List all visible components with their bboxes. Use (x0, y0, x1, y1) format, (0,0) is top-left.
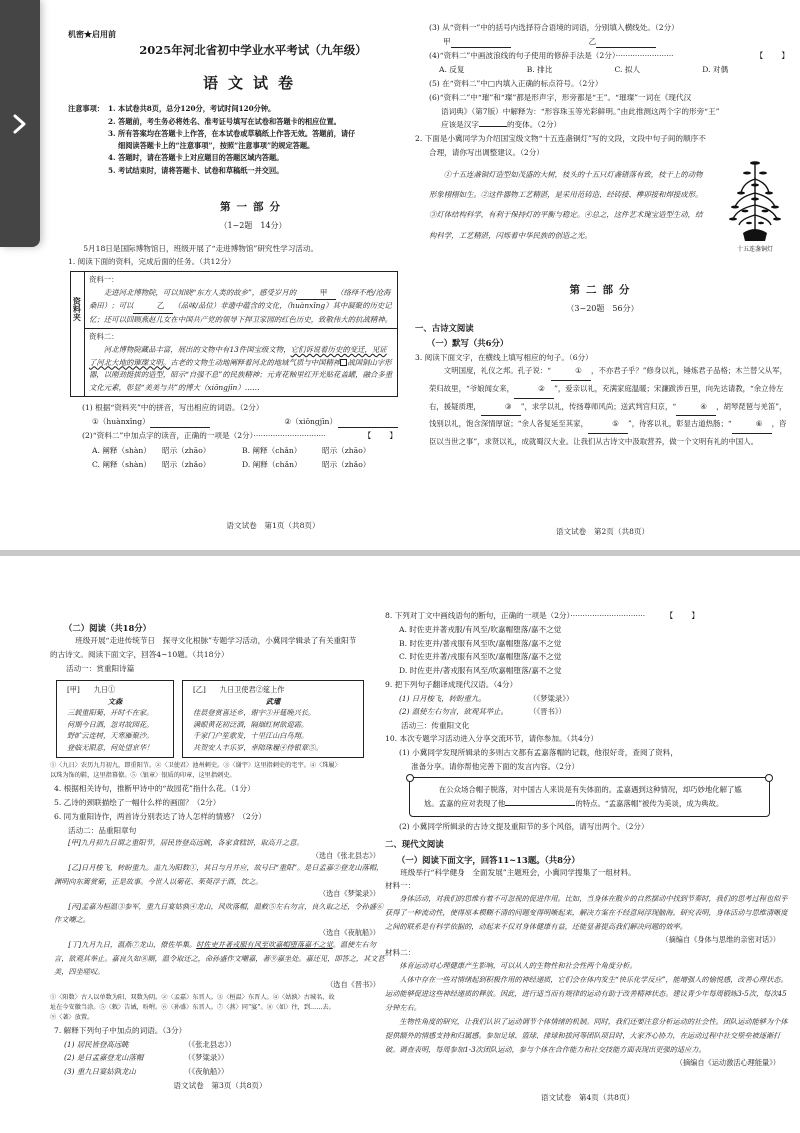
material-2-para-3: 生物性角度的研究，让我们认识了运动调节个体情绪的机制。同时，我们还要注意分析运动的社会性。团队运动能够为个体提供额外的情感支持和归属感。参加足球、篮球、排球和拔河等团队项目时，大家齐心协力，在运动过程中社交壁垒被逐渐打破。调查表明，每周参加1-3次团队运动，参与个体在合作能力和社交技能方面表现出更强的适应力。 (385, 1017, 788, 1055)
poem-title: 九日① (93, 685, 116, 695)
scroll-text: 在公众场合帽子脱落，对中国古人来说是有失体面的。孟嘉遇到这种情况，却巧妙地化解了尴尬。孟嘉的应对表现了他 (424, 784, 742, 808)
part-two-subtitle: （3~20题 56分） (566, 304, 639, 314)
poem-line: 千家门户笙歌发，十里江山白鸟翔。 (193, 731, 309, 741)
material-2 (85, 328, 397, 396)
section-modern-reading-sub: （一）阅读下面文字，回答11~13题。（共8分） (397, 854, 580, 865)
underlined-sentence: 时佐吏并著戎服有风至吹嘉帽堕落嘉不之觉 (196, 940, 333, 950)
reading-intro-cont: 的古诗文。阅读下面文字，回答4~10题。（共18分） (50, 649, 229, 659)
page-4-footer: 语文试卷 第4页（共8页） (540, 1093, 635, 1102)
text-bing: [丙]孟嘉为桓温③参军，重九日宴姑孰④龙山，风吹落帽，温敕⑤左右勿言，良久取之还，令孙盛⑥作文嘲之。 (54, 901, 384, 925)
notice-item: 细阅读答题卡上的“注意事项”，按照“注意事项”的规定答题。 (118, 141, 315, 151)
text-notes (50, 993, 390, 1023)
item-sentence: (1) 日月梭飞，转盼重九。 (399, 693, 486, 703)
poem-title: 九日卫使君②筵上作 (219, 685, 285, 695)
passage-text: ，胡琴琵琶与羌笛”，饯别以礼，饱含深情厚谊；“余人各复延至其家， (429, 401, 787, 429)
notice-list (108, 103, 355, 176)
poems (56, 680, 390, 758)
question-9: 9. 把下列句子翻译成现代汉语。（4分） (385, 679, 518, 689)
sub-question-2 (68, 430, 398, 442)
question-10-2: (2) 小冀同学所辑录的古诗文提及重阳节的多个风俗，请写出两个。（2分） (399, 821, 649, 831)
question-5: 5. 乙诗的颈联描绘了一幅什么样的画面？（2分） (54, 798, 221, 808)
material-1-heading: 资料一： (89, 275, 119, 285)
confidential-label: 机密★启用前 (68, 29, 116, 39)
material-1-source: （摘编自《身体与思维的亲密对话》） (661, 935, 780, 945)
item-source: （《梦粱录》） (529, 693, 574, 703)
option-c-2: 昭示（zhǎo） (162, 460, 211, 470)
pinyin-1: ①（huànxǐng） (92, 417, 150, 427)
text-jia: [甲]九月初九日谓之重阳节，居民皆登高远眺，各家食糕饼，取高升之意。 (68, 838, 304, 848)
text-ding-part: 。温使左右勿言，欲观其举止。嘉良久如⑧厕，温令取还之，命孙盛作文嘲嘉，著⑨嘉坐处。嘉还见，即答之，其文甚美，四坐嗟叹。 (54, 940, 385, 977)
passage-text: 文明国度，礼仪之邦。孔子说：“ (443, 366, 552, 376)
item-sentence: (1) 居民皆登高远眺 (64, 1039, 129, 1049)
leader-dots: ························ (615, 50, 674, 60)
material-2-para-2: 人体中存在一些对情绪起到积极作用的神经递质，它们会在体内发生“快乐化学反应”，能增强人的愉悦感，改善心理状态。运动能够促进这些神经递质的释放。因此，进行适当而有规律的运动有助于改善精神状态。建议青少年每周锻炼3-5次，每次45分钟左右。 (385, 975, 788, 1013)
material-folder (70, 271, 398, 397)
page-1-footer: 语文试卷 第1页（共8页） (226, 521, 320, 530)
note-line: 以珠为饰的鞋，这里指幕僚。⑤〈银章〉银质的印章，这里指刺史。 (50, 772, 236, 780)
chevron-right-icon (12, 113, 28, 135)
poem-jia (56, 680, 174, 758)
item-source: （《梦粱录》） (184, 1053, 229, 1063)
option-a: A. 反复 (439, 65, 465, 75)
passage-text: ”，爱亲以礼，充满家庭温暖；宋濂跋涉百里，向先达请教，“余立侍左右，援疑质理， (429, 384, 784, 411)
material-1-text: 走进河北博物院，可以知晓“东方人类的故乡”，感受岁月的 (103, 287, 297, 297)
item-source: （《张北县志》） (184, 1039, 236, 1049)
poem-tag: [甲] (67, 685, 80, 695)
spread-pages-3-4 (0, 556, 800, 1133)
sub-question-1-answers (68, 416, 398, 428)
label-jia: 甲 (443, 36, 451, 46)
notice-label: 注意事项： (68, 104, 104, 114)
question-1-3: (3) 从“资料一”中的括号内选择符合语境的词语，分别填入横线处。（2分） (429, 23, 679, 32)
activity-3-title: 活动三：传重阳文化 (401, 720, 470, 730)
material-2-text: 古老的文物生动地阐释着河北的地域气质与中国精神 (170, 357, 341, 367)
passage-text: ，不亦君子乎？”修身以礼，锤炼君子品格；木兰替父从军，荣归故里，“爷娘闻女来， (429, 366, 787, 394)
answer-blank (596, 36, 656, 48)
question-9-item (385, 693, 790, 704)
item-source: （《夜航船》） (184, 1066, 229, 1076)
option-b: B. 阐释（chǎn） (242, 445, 302, 455)
question-9-item (385, 706, 790, 717)
question-1-4-options (415, 64, 790, 76)
notice-item: 2. 答题前，考生务必将姓名、准考证号填写在试卷和答题卡的相应位置。 (108, 116, 341, 126)
item-sentence: (2) 是日孟嘉登龙山落帽 (64, 1053, 144, 1063)
material-2-para-1: 体育运动对心理健康产生影响，可以从人的生物性和社会性两个角度分析。 (399, 961, 637, 971)
question-10-1-cont: 准备分享。请你帮他完善下面的发言内容。（2分） (411, 761, 580, 771)
fill-blank-5: ⑤ (588, 416, 628, 434)
passage-text: ”，求学以礼，传扬尊师风尚；送武判官归京，“ (520, 401, 677, 411)
poem-line: 共贺安人丰乐岁，幸陪珠履④侍银章⑤。 (193, 742, 323, 752)
fill-blank-3: ③ (481, 399, 521, 417)
question-1-6-cont (415, 119, 790, 131)
note-line: ①〈阳数〉古人以单数为阳，双数为阴。②〈孟嘉〉东晋人。③〈桓温〉东晋人。④〈姑孰〉古城名，故 (50, 994, 335, 1002)
item-sentence: (3) 重九日宴姑孰龙山 (64, 1066, 136, 1076)
answer-blank (479, 126, 507, 127)
sub-question-1: (1) 根据“资料夹”中的拼音，写出相应的词语。（2分） (82, 403, 264, 413)
speech-scroll (409, 777, 770, 817)
material-2-text: 河北博物院藏品丰富，展出的文物中有13件国宝级文物， (103, 344, 291, 354)
section-dictation: （一）默写（共6分） (427, 337, 509, 348)
answer-bracket: 【 】 (665, 611, 700, 620)
poem-line: 三载重阳菊，开时不在家。 (67, 708, 154, 718)
section-modern-reading: 二、现代文阅读 (385, 839, 444, 850)
bronze-lamp-illustration (729, 159, 781, 243)
poem-line: 何期今日酒，忽对故园花。 (67, 719, 154, 729)
material-1 (85, 272, 397, 328)
part-two-title: 第二部分 (569, 283, 636, 296)
answer-blank (451, 36, 511, 48)
subject-title: 语文试卷 (202, 74, 303, 93)
poem-line: 登临无限意，何处望京华！ (67, 742, 154, 752)
question-1-6-text: 的变体。（2分） (506, 120, 562, 130)
section-classical-reading: 一、古诗文阅读 (415, 322, 474, 333)
notice-item: 5. 考试结束时，请将答题卡、试卷和草稿纸一并交回。 (108, 165, 284, 175)
note-line: 址在今安徽当涂。⑤〈敕〉告诫，吩咐。⑥〈孙盛〉东晋人。⑦〈燕〉同“宴”。⑧〈如〉往，到……去。 (50, 1004, 335, 1012)
poem-author: 武瓘 (265, 696, 281, 706)
sub-question-2-text: (2)“资料二”中加点字的读音，正确的一项是（2分） (82, 430, 254, 440)
option-a: A. 阐释（shàn） (92, 445, 151, 455)
material-2-heading: 资料二： (89, 332, 119, 342)
next-page-button[interactable] (0, 0, 40, 247)
part-one-subtitle: （1~2题 14分） (219, 221, 287, 231)
material-1-text: （络绎不绝/沧海桑田）；可以 (89, 287, 391, 311)
option-c: C. 阐释（shàn） (92, 460, 151, 470)
poem-notes (50, 761, 390, 781)
option-d: D. 对偶 (702, 65, 729, 75)
question-1-4-text: (4)“资料二”中画波浪线的句子使用的修辞手法是（2分） (429, 50, 616, 60)
material-folder-label: 资料夹 (71, 272, 85, 396)
leader-dots: ······························· (570, 611, 646, 620)
question-8 (385, 610, 790, 622)
blank-jia: 甲 (296, 287, 336, 301)
option-c: C. 拟人 (614, 65, 641, 75)
item-source: （《晋书》） (529, 707, 566, 717)
section-reading: （二）阅读（共18分） (64, 623, 152, 633)
passage-text: ，咨臣以当世之事”，求贤以礼，成就蜀汉大业。让我们从古诗文中汲取营养，做一个文明有礼的中国人。 (429, 419, 787, 447)
bronze-lamp-figure (720, 159, 790, 254)
page-2 (415, 20, 790, 451)
option-b: B. 排比 (526, 65, 553, 75)
answer-blank (150, 416, 210, 428)
passage-text: ”，待客以礼，彰显古道热肠；“ (627, 419, 732, 429)
page-1 (68, 28, 398, 471)
answer-blank (338, 416, 398, 428)
activity-2-title: 活动二：品重阳章句 (68, 825, 137, 835)
answer-bracket: 【 】 (363, 430, 398, 440)
question-7-item (50, 1052, 390, 1063)
question-1: 1. 阅读下面的资料，完成后面的任务。（共12分） (68, 257, 236, 267)
exam-notices (68, 103, 398, 176)
question-1-6-text: 应该是汉字 (441, 120, 479, 130)
option-d: D. 时佐吏并/著戎服有风至/吹嘉帽堕落/嘉不之觉 (399, 666, 562, 676)
question-7-item (50, 1039, 390, 1050)
question-10: 10. 本次专题学习活动进入分享交流环节，请你参加。（共4分） (385, 734, 598, 744)
material-2-source: （摘编自《运动激活心理能量》） (675, 1058, 780, 1068)
material-1-text: （品味/品位）非遗中蕴含的文化，（huànxǐng）其中凝聚的历史记忆；还可以回顾燕赵儿女在中国共产党的领导下捍卫家园的红色历史，致敬伟大的抗战精神。 (89, 301, 393, 324)
fill-blank-2: ② (514, 381, 554, 399)
text-yi: [乙]日月梭飞，转盼重九。盖九为阳数①，其日与月并应，故号曰“重阳”。是日孟嘉②登龙山落帽，渊明向东篱赏菊，正是故事。今世人以菊花、茱萸浮于酒，饮之。 (54, 863, 384, 886)
fill-blank-1: ① (551, 363, 591, 381)
text-ding-part: [丁]九月九日，温燕⑦龙山，僚佐毕集。 (68, 940, 197, 950)
leader-dots: ······························ (253, 430, 326, 440)
page-3-footer: 语文试卷 第3页（共8页） (173, 1081, 267, 1090)
sub-question-2-options (68, 445, 398, 472)
note-line: ⑨〈著〉放置。 (50, 1014, 94, 1022)
option-b-2: 昭示（zhāo） (322, 445, 371, 455)
poem-author: 文森 (107, 696, 123, 706)
spread-pages-1-2 (0, 0, 800, 550)
material-2-label: 材料二： (385, 948, 416, 958)
reading-intro: 班级开展“走进传统节日 探寻文化根脉”专题学习活动，小冀同学辑录了有关重阳节 (75, 636, 357, 646)
fill-blank-4: ④ (676, 399, 716, 417)
answer-bracket: 【 】 (755, 50, 790, 60)
question-1-3-answers (415, 36, 790, 48)
page-4 (385, 608, 790, 1068)
lamp-caption: 十五连盏铜灯 (736, 245, 773, 253)
source-yi: （选自《梦粱录》） (318, 889, 380, 899)
material-2-text: 战国铜山字形器，以刚劲挺拔的造型，昭示“自强不息”的民族精神；元青花釉里红开光贴花盖罐，融合多重文化元素，彰显“美美与共”的博大（xiōngjīn）…… (89, 357, 393, 392)
question-3: 3. 阅读下面文字，在横线上填写相应的句子。（6分） (415, 352, 593, 362)
poem-line: 满眼黄花初泛酒，隔烟红树欲迎霜。 (193, 719, 309, 729)
text-ding (50, 938, 390, 979)
question-2: 2. 下面是小冀同学为介绍国宝级文物“十五连盏铜灯”写的文段，文段中句子间的顺序不 (415, 134, 706, 144)
modern-intro: 班级举行“科学健身 全面发展”主题班会，小冀同学搜集了一组材料。 (400, 867, 636, 877)
activity-intro: 5月18日是国际博物馆日，班级开展了“走进博物馆”研究性学习活动。 (83, 243, 319, 253)
poem-line: 佳晨登赏喜还乡，谢宇③开筵晚兴长。 (193, 708, 316, 718)
wavy-underlined-sentence: 它们诉说着历史的变迁，见证了河北大地的璀璨文明。 (89, 344, 387, 367)
option-b: B. 时佐吏并/著戎服有风至吹/嘉帽堕落/嘉不之觉 (399, 638, 562, 648)
activity-1-title: 活动一：赏重阳诗篇 (66, 663, 135, 673)
page-2-footer: 语文试卷 第2页（共8页） (555, 527, 650, 536)
page-3 (50, 616, 390, 1077)
question-8-text: 8. 下列对丁文中画线语句的断句，正确的一项是（2分） (385, 611, 571, 620)
question-7: 7. 解释下列句子中加点的词语。（3分） (54, 1026, 187, 1036)
question-7-item (50, 1066, 390, 1077)
material-1-label: 材料一： (385, 881, 416, 891)
question-3-passage (415, 363, 790, 450)
source-ding: （选自《晋书》） (326, 980, 380, 990)
question-1-6-cont: 语词典》（第7版）中解释为：“形容珠玉等光彩鲜明。”由此推测这两个字的形旁“王” (441, 106, 720, 116)
answer-blank (505, 805, 575, 806)
question-4: 4. 根据相关诗句，推断甲诗中的“故园花”指什么花。（1分） (54, 784, 255, 794)
label-yi: 乙 (588, 36, 597, 46)
option-a-2: 昭示（zhāo） (162, 445, 211, 455)
blank-yi: 乙 (133, 300, 173, 314)
question-1-5: (5) 在“资料二”中□内填入正确的标点符号。（2分） (429, 79, 603, 89)
poem-tag: [乙] (193, 685, 206, 695)
question-6: 6. 同为重阳诗作，两首诗分别表达了诗人怎样的情感？（2分） (54, 811, 266, 821)
material-1-text: 身体活动，对我们的思维有着不可忽视的促进作用。比如，当身体在散步的自然摆动中找到节奏时，我们的思考过程也似乎获得了一种流动性，使得原本模糊不清的问题变得明晰起来，解决方案在不经意间浮现脑海。研究表明，身体活动与思维清晰度之间的联系是有科学依据的，动起来不仅对身体健康有益，还能显著提高我们解决问题的效率。 (385, 894, 788, 932)
part-one-title: 第一部分 (220, 200, 286, 213)
source-bing: （选自《夜航船》） (318, 927, 380, 937)
question-1-4 (415, 50, 790, 62)
question-2-cont: 合理，请你写出调整建议。（2分） (429, 147, 544, 157)
pinyin-2: ②（xiōngjīn） (284, 417, 338, 427)
lamp-passage (415, 165, 790, 254)
note-line: ①〈九日〉农历九月初九，即重阳节。②〈卫使君〉池州刺史。③〈谢宇〉这里指刺史的宅宇。④〈珠履〉 (50, 762, 341, 770)
exam-title: 2025年河北省初中学业水平考试（九年级） (139, 43, 367, 58)
poem-yi (182, 680, 364, 758)
poem-line: 野旷云连树，天寒雁聚沙。 (67, 731, 154, 741)
lamp-passage-text: ①十五连盏铜灯造型如茂盛的大树，枝头的十五只灯盏错落有致，枝干上的动物形象栩栩如生。②这件器物工艺精湛，是采用范铸造、经铸接、榫卯接和焊接成形。③灯体结构科学，有利于保持灯的平衡与稳定。④总之，这件艺术瑰宝造型生动，结构科学，工艺精湛，闪烁着中华民族的创造之光。 (429, 169, 703, 240)
fill-blank-6: ⑥ (732, 416, 772, 434)
option-a: A. 时佐吏并著戎服/有风至/吹嘉帽堕落/嘉不之觉 (399, 624, 562, 634)
notice-item: 3. 所有答案均在答题卡上作答，在本试卷或草稿纸上作答无效。答题前，请仔 (108, 128, 356, 138)
notice-item: 1. 本试卷共8页，总分120分，考试时间120分钟。 (108, 104, 276, 114)
option-d-2: 昭示（zhǎo） (322, 460, 371, 470)
source-jia: （选自《张北县志》） (311, 850, 380, 860)
question-1-6: (6)“资料二”中“璀”和“璨”都是形声字，形旁都是“王”。“璀璨”一词在《现代汉 (429, 92, 692, 102)
option-c: C. 时佐吏并著/戎服有风至吹/嘉帽堕落/嘉不之觉 (399, 652, 562, 662)
question-10-1: (1) 小冀同学发现所辑录的多则古文都有孟嘉落帽的记载，他很好奇，查阅了资料， (399, 748, 678, 758)
option-d: D. 阐释（chǎn） (242, 460, 302, 470)
item-sentence: (2) 温使左右勿言，欲观其举止。 (399, 707, 508, 717)
notice-item: 4. 答题时，请在答题卡上对应题目的答题区域内答题。 (108, 153, 284, 163)
scroll-text: 的特点。“孟嘉落帽”被传为美谈，成为典故。 (575, 798, 724, 808)
